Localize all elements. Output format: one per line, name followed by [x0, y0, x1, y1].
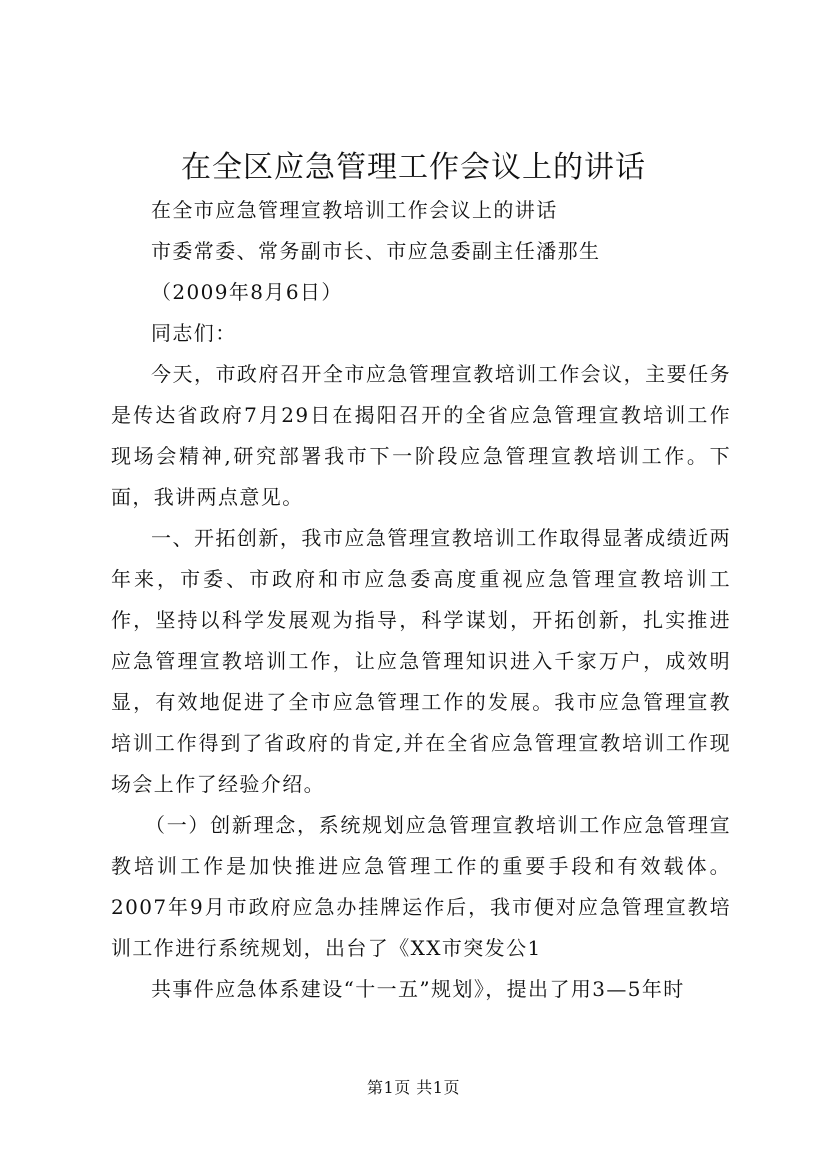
paragraph-section-one: 一、开拓创新，我市应急管理宣教培训工作取得显著成绩近两年来，市委、市政府和市应急委高度重视应急管理宣教培训工作，坚持以科学发展观为指导，科学谋划，开拓创新，扎实推进应急管理宣教培训工作，让应急管理知识进入千家万户，成效明显，有效地促进了全市应急管理工作的发展。我市应急管理宣教培训工作得到了省政府的肯定,并在全省应急管理宣教培训工作现场会上作了经验介绍。 — [111, 526, 731, 796]
paragraph-speaker: 市委常委、常务副市长、市应急委副主任潘那生 — [151, 239, 601, 263]
document-body — [111, 190, 731, 1010]
paragraph-continuation: 共事件应急体系建设“十一五”规划》，提出了用3—5年时 — [151, 977, 685, 1001]
paragraph-intro: 今天，市政府召开全市应急管理宣教培训工作会议，主要任务是传达省政府7月29日在揭阳召开的全省应急管理宣教培训工作现场会精神,研究部署我市下一阶段应急管理宣教培训工作。下面，我讲两点意见。 — [111, 362, 731, 509]
document-title: 在全区应急管理工作会议上的讲话 — [181, 150, 646, 185]
paragraph-subsection-one: （一）创新理念，系统规划应急管理宣教培训工作应急管理宣教培训工作是加快推进应急管理工作的重要手段和有效载体。2007年9月市政府应急办挂牌运作后，我市便对应急管理宣教培训工作进行系统规划，出台了《XX市突发公1 — [111, 813, 731, 960]
paragraph-subtitle: 在全市应急管理宣教培训工作会议上的讲话 — [151, 198, 558, 222]
paragraph-salutation: 同志们： — [151, 321, 237, 345]
page-footer: 第1页 共1页 — [367, 1078, 460, 1097]
paragraph-date: （2009年8月6日） — [151, 280, 343, 304]
